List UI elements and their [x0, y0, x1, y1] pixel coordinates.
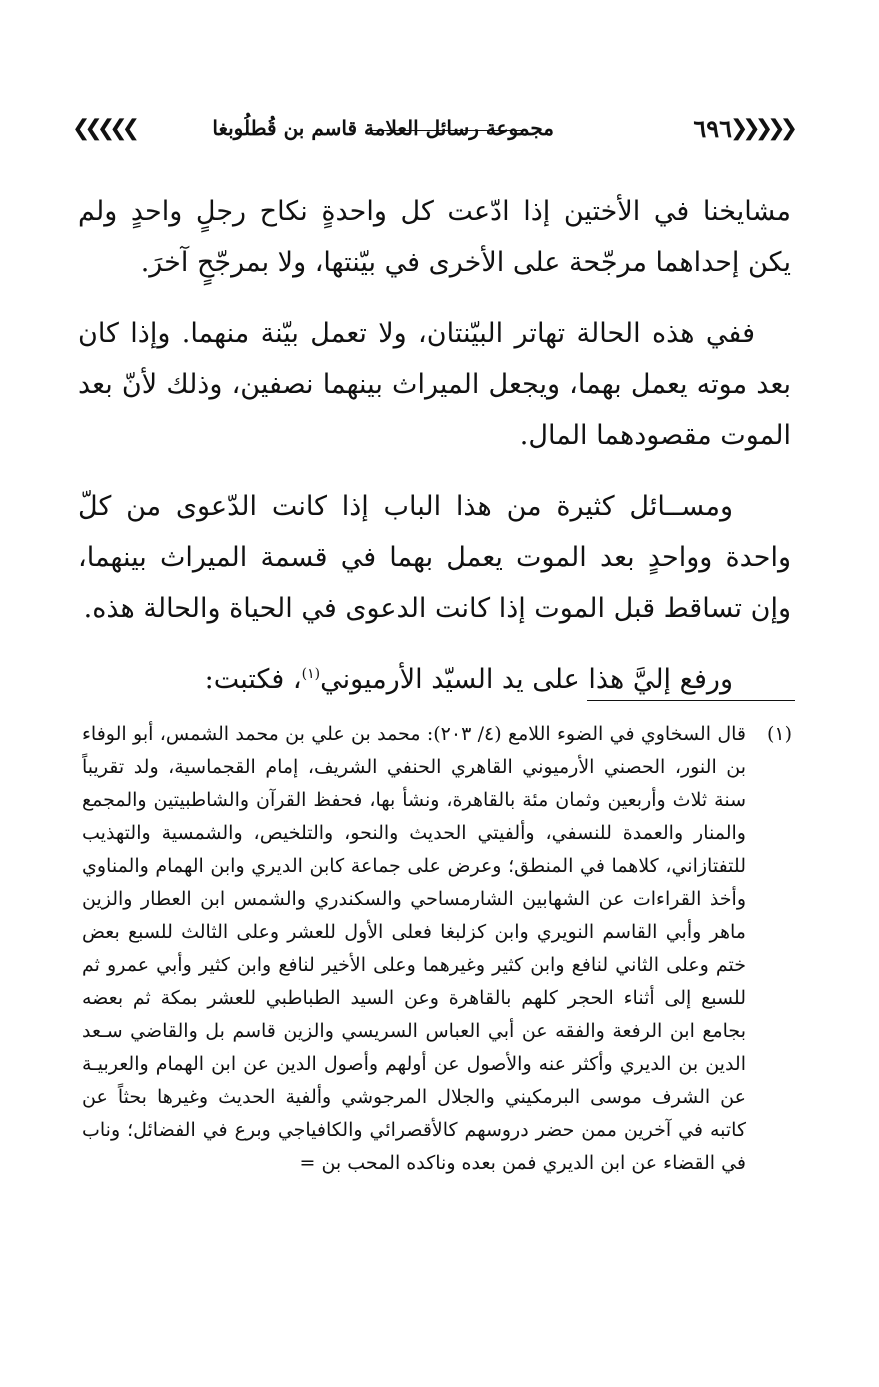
footnote-reference[interactable]: (١): [301, 666, 321, 682]
header-ornament-left: ❮❮❮❮❮: [72, 116, 135, 141]
book-title: مجموعة رسائل العلامة قاسم بن قُطلُوبغا: [212, 116, 554, 140]
paragraph-4-tail: ، فكتبت:: [204, 664, 302, 695]
paragraph-2: ففي هذه الحالة تهاتر البيّنتان، ولا تعمل بيّنة منهما. وإذا كان بعد موته يعمل بهما، ويجعل الميراث بينهما نصفين، وذلك لأنّ بعد الموت مقصودهما المال.: [78, 318, 791, 451]
paragraph-3: ومســائل كثيرة من هذا الباب إذا كانت الدّعوى من كلّ واحدة وواحدٍ بعد الموت يعمل بهما في قسمة الميراث بينهما، وإن تساقط قبل الموت إذا كانت الدعوى في الحياة والحالة هذه.: [78, 491, 791, 624]
header-ornament-right: ❯❯❯❯❯: [729, 116, 792, 141]
page-number: ٦٩٦: [693, 114, 732, 143]
footnote-separator: [587, 700, 795, 701]
running-header: [72, 112, 792, 152]
paragraph-1: مشايخنا في الأختين إذا ادّعت كل واحدةٍ نكاح رجلٍ واحدٍ ولم يكن إحداهما مرجّحة على الأخرى في بيّنتها، ولا بمرجّحٍ آخرَ.: [78, 196, 791, 278]
footnote-marker: (١): [766, 723, 792, 745]
footnote-text: قال السخاوي في الضوء اللامع (٤/ ٢٠٣): محمد بن علي بن محمد الشمس، أبو الوفاء بن النور، الحصني الأرميوني القاهري الحنفي الشريف، إمام القجماسية، ولد تقريباً سنة ثلاث وأربعين وثمان مئة بالقاهرة، ونشأ بها، فحفظ القرآن والشاطبيتين والمجمع والمنار والعمدة للنسفي، وألفيتي الحديث والنحو، والتلخيص، والشمسية والتهذيب للتفتازاني، كلاهما في المنطق؛ وعرض على جماعة كابن الديري وابن الهمام والمناوي وأخذ القراءات عن الشهابين الشارمساحي والسكندري والشمس ابن العطار والزين ماهر وأبي القاسم النويري وابن كزلبغا فعلى الأول للعشر وعلى الثالث للسبع بعض ختم وعلى الثاني لنافع وابن كثير وغيرهما وعلى الأخير لنافع وابن كثير وأبي عمرو ثم للسبع إلى أثناء الحجر كلهم بالقاهرة وعن السيد الطباطبي للعشر بمكة ثم بعضه بجامع ابن الرفعة والفقه عن أبي العباس السريسي والزين قاسم بل والقاضي سـعد الدين بن الديري وأكثر عنه والأصول عن أولهم وأصول الدين عن ابن الهمام والعربيـة عن الشرف موسى البرمكيني والجلال المرجوشي وألفية الحديث وغيرها بحثاً عن كاتبه في آخرين ممن حضر دروسهم كالأقصرائي والكافياجي وبرع في الفضائل؛ وناب في القضاء عن ابن الديري فمن بعده وناكده المحب بن =: [82, 723, 746, 1174]
paragraph-4: [78, 654, 791, 705]
paragraph-4-text: ورفع إليَّ هذا على يد السيّد الأرميوني: [320, 664, 733, 695]
footnote: [82, 718, 792, 1180]
main-text: [78, 186, 791, 725]
